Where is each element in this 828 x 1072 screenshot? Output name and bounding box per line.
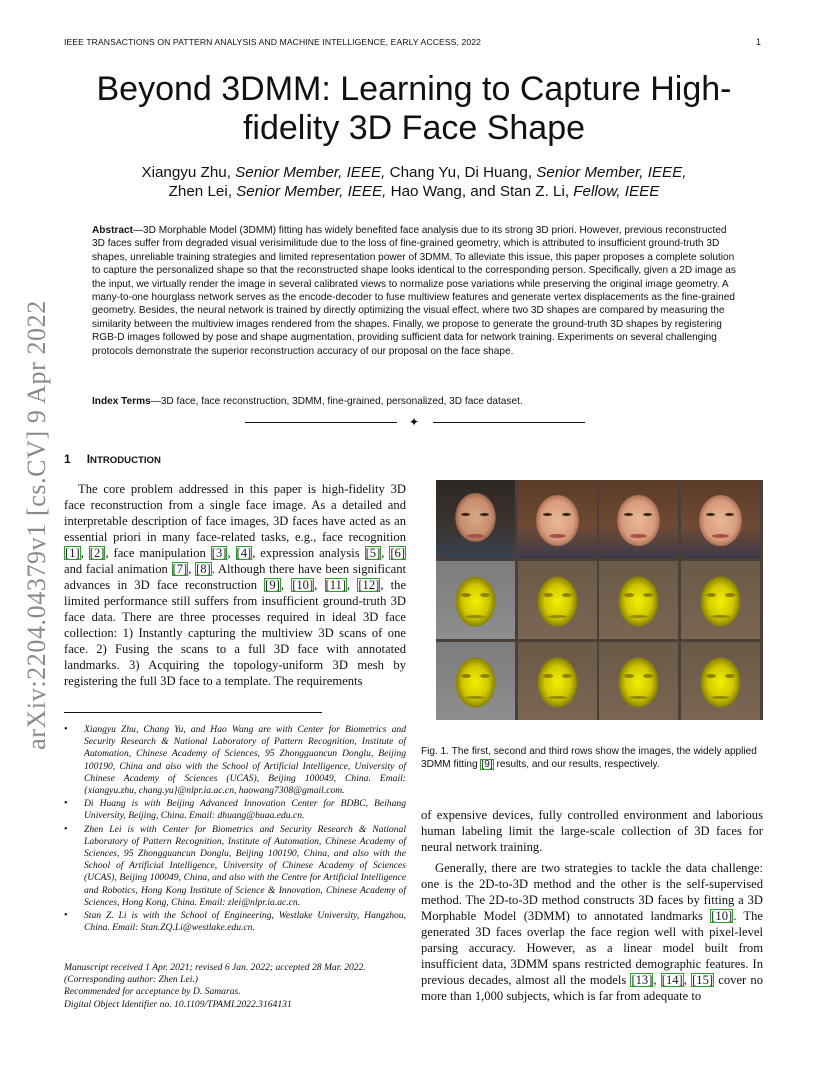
citation-link[interactable]: [9] xyxy=(481,758,493,770)
face-eye xyxy=(643,513,652,516)
page-number: 1 xyxy=(756,37,762,47)
face-eye xyxy=(643,674,653,678)
right-paragraph-2 xyxy=(421,860,763,1004)
author-name: Chang Yu, Di Huang, xyxy=(385,164,537,181)
section-number: 1 xyxy=(64,452,71,466)
face-mouth xyxy=(549,534,566,538)
section-divider xyxy=(245,415,585,429)
text-run: , xyxy=(683,973,692,987)
citation-link[interactable]: [15] xyxy=(692,973,714,987)
face-eye xyxy=(543,593,553,597)
manuscript-info xyxy=(64,962,406,1011)
index-terms xyxy=(92,395,737,408)
face-eye xyxy=(725,513,734,516)
citation-link[interactable]: [4] xyxy=(236,546,252,560)
face-mouth xyxy=(466,615,485,618)
bullet-icon: • xyxy=(64,724,68,735)
face-eye xyxy=(480,593,490,597)
face-eye xyxy=(706,674,716,678)
citation-link[interactable]: [10] xyxy=(292,578,314,592)
face-eye xyxy=(706,513,715,516)
author-line-1 xyxy=(60,163,768,182)
text-run: . Although there have been significant advances in 3D face reconstruction xyxy=(64,562,407,592)
author-membership: Fellow, IEEE xyxy=(573,183,660,200)
intro-column-left xyxy=(64,481,406,689)
face-eye xyxy=(706,593,716,597)
author-membership: Senior Member, IEEE, xyxy=(536,164,687,181)
face-3dmm-mesh xyxy=(599,561,678,639)
face-eye xyxy=(562,593,572,597)
face-photo xyxy=(518,480,597,558)
face-3dmm-mesh xyxy=(436,561,515,639)
footnote-text: Zhen Lei is with Center for Biometrics and Security Research & National Laboratory of Pattern Recognition, Institute of Automation, Chinese Academy of Sciences, 95 Zhongguancun Donglu, Beijing 100190, China, and also with the School of Artificial Intelligence, University of Chinese Academy of Sciences (UCAS), Beijing 100049, China, and also with the Centre for Artificial Intelligence and Robotics, Hong Kong Institute of Science & Innovation, Chinese Academy of Sciences, Hong Kong, China. Email: zlei@nlpr.ia.ac.cn. xyxy=(84,823,406,908)
footnote-text: Stan Z. Li is with the School of Engineering, Westlake University, Hangzhou, China. Email: Stan.ZQ.Li@westlake.edu.cn. xyxy=(84,910,406,934)
face-eye xyxy=(643,593,653,597)
text-run: , expression analysis xyxy=(252,546,365,560)
text-run: , xyxy=(314,578,325,592)
text-run: The core problem addressed in this paper is high-fidelity 3D face reconstruction from a single face image. As a detailed and interpretable description of face images, 3D faces have acted as an essential priori in many face-related tasks, e.g., face recognition xyxy=(64,482,406,544)
abstract-text: —3D Morphable Model (3DMM) fitting has widely benefited face analysis due to its strong 3D priori. However, previous reconstructed 3D faces suffer from degraded visual verisimilitude due to the loss of fine-grained geometry, which is attributed to insufficient ground-truth 3D shapes, unreliable training strategies and limited representation power of 3DMM. To alleviate this issue, this paper proposes a complete solution to capture the personalized shape so that the reconstructed shape looks identical to the corresponding person. Specifically, given a 2D image as the input, we virtually render the image in several calibrated views to normalize pose variations while preserving the original image geometry. A many-to-one hourglass network serves as the encode-decoder to fuse multiview features and generate vertex displacements as the fine-grained geometry. Besides, the neural network is trained by directly optimizing the visual effect, where two 3D shapes are compared by measuring the similarity between the multiview images rendered from the shapes. Finally, we propose to generate the ground-truth 3D shapes by registering RGB-D images followed by pose and shape augmentation, providing sufficient data for network training. Experiments on several challenging protocols demonstrate the superior reconstruction accuracy of our proposal on the face shape. xyxy=(92,225,736,357)
section-title-rest: NTRODUCTION xyxy=(90,455,161,466)
text-run: . The generated 3D faces overlap the face region well with pixel-level parsing accuracy. However, as a linear model built from insufficient data, 3DMM spans restricted demographic features. In previous decades, almost all the models xyxy=(421,909,763,987)
abstract-label: Abstract xyxy=(92,225,133,236)
arxiv-side-stamp xyxy=(22,290,52,760)
citation-link[interactable]: [11] xyxy=(325,578,347,592)
text-run: and facial animation xyxy=(64,562,172,576)
citation-link[interactable]: [9] xyxy=(265,578,280,592)
author-list xyxy=(60,163,768,201)
face-eye xyxy=(725,674,735,678)
citation-link[interactable]: [6] xyxy=(390,546,406,560)
author-membership: Senior Member, IEEE, xyxy=(236,183,387,200)
citation-link[interactable]: [14] xyxy=(661,973,683,987)
text-run: , xyxy=(188,562,196,576)
face-eye xyxy=(480,513,489,516)
manuscript-line: (Corresponding author: Zhen Lei.) xyxy=(64,974,198,986)
figure-caption xyxy=(421,746,763,771)
text-run: , xyxy=(381,546,390,560)
figure-1-face-grid xyxy=(436,480,763,720)
text-run: , xyxy=(80,546,89,560)
bullet-icon: • xyxy=(64,823,68,835)
face-eye xyxy=(543,513,552,516)
face-eye xyxy=(562,674,572,678)
manuscript-line: Manuscript received 1 Apr. 2021; revised 6 Jan. 2022; accepted 28 Mar. 2022. xyxy=(64,962,366,973)
face-eye xyxy=(624,674,634,678)
citation-link[interactable]: [3] xyxy=(211,546,227,560)
manuscript-line: Recommended for acceptance by D. Samaras. xyxy=(64,986,241,998)
text-run: , the limited performance still suffers from insufficient ground-truth 3D face data. There are three processes required in ideal 3D face collection: 1) Instantly capturing the multiview 3D scans of one face. 2) Fusing the scans to a full 3D face with annotated landmarks. 3) Acquiring the topology-uniform 3D mesh by registering the full 3D face to a template. The requirements xyxy=(64,578,407,688)
text-run: results, and our results, respectively. xyxy=(493,758,660,770)
face-our-mesh xyxy=(681,642,760,720)
author-line-2 xyxy=(60,182,768,201)
paper-title: Beyond 3DMM: Learning to Capture High-fidelity 3D Face Shape xyxy=(96,70,732,147)
text-run: Generally, there are two strategies to tackle the data challenge: one is the 2D-to-3D method and the other is the self-supervised method. The 2D-to-3D method constructs 3D faces by fitting a 3D Morphable Model (3DMM) to annotated landmarks xyxy=(421,861,763,923)
author-name: Zhen Lei, xyxy=(168,183,237,200)
citation-link[interactable]: [7] xyxy=(172,562,188,576)
face-photo xyxy=(599,480,678,558)
citation-link[interactable]: [12] xyxy=(358,578,380,592)
intro-paragraph xyxy=(64,481,406,689)
citation-link[interactable]: [5] xyxy=(365,546,381,560)
footnote-item xyxy=(64,724,406,797)
text-run: of expensive devices, fully controlled environment and laborious human labeling limit the large-scale collection of 3D faces for neural network training. xyxy=(421,808,763,854)
bullet-icon: • xyxy=(64,798,68,810)
face-mouth xyxy=(711,615,730,618)
footnote-text: Xiangyu Zhu, Chang Yu, and Hao Wang are with Center for Biometrics and Security Research & National Laboratory of Pattern Recognition, Institute of Automation, Chinese Academy of Sciences, 95 Zhongguancun Donglu, Beijing 100190, China and also with the School of Artificial Intelligence, University of Chinese Academy of Sciences (UCAS), Beijing 100049, China. Email: {xiangyu.zhu, chang.yu}@nlpr.ia.ac.cn, haowang7308@gmail.com. xyxy=(84,724,406,797)
text-run: , xyxy=(347,578,358,592)
face-3dmm-mesh xyxy=(518,561,597,639)
face-mouth xyxy=(467,534,484,538)
face-mouth xyxy=(548,615,567,618)
face-eye xyxy=(480,674,490,678)
face-our-mesh xyxy=(436,642,515,720)
text-run: , xyxy=(227,546,236,560)
face-eye xyxy=(725,593,735,597)
running-head: IEEE TRANSACTIONS ON PATTERN ANALYSIS AND MACHINE INTELLIGENCE, EARLY ACCESS, 2022 xyxy=(64,37,481,47)
manuscript-line: Digital Object Identifier no. 10.1109/TPAMI.2022.3164131 xyxy=(64,998,292,1010)
citation-link[interactable]: [13] xyxy=(631,973,653,987)
face-photo xyxy=(436,480,515,558)
bullet-icon: • xyxy=(64,910,68,922)
section-title-initial: I xyxy=(86,452,91,466)
footnote-rule xyxy=(64,712,322,713)
face-our-mesh xyxy=(518,642,597,720)
face-mouth xyxy=(466,696,485,699)
face-3dmm-mesh xyxy=(681,561,760,639)
face-eye xyxy=(461,593,471,597)
citation-link[interactable]: [1] xyxy=(65,546,80,560)
face-eye xyxy=(461,674,471,678)
arxiv-stamp-text: arXiv:2204.04379v1 [cs.CV] 9 Apr 2022 xyxy=(22,300,51,750)
face-eye xyxy=(624,593,634,597)
abstract xyxy=(92,224,737,358)
face-mouth xyxy=(629,696,648,699)
text-run: , xyxy=(653,973,661,987)
footnote-item xyxy=(64,910,406,934)
citation-link[interactable]: [10] xyxy=(711,909,733,923)
text-run: Fig. 1. The first, second and third rows show the images, the widely applied 3DMM fitting xyxy=(421,746,757,770)
author-name: Xiangyu Zhu, xyxy=(141,164,236,181)
author-name: Hao Wang, and Stan Z. Li, xyxy=(386,183,574,200)
divider-diamond-icon: ✦ xyxy=(409,415,420,429)
face-eye xyxy=(562,513,571,516)
face-mouth xyxy=(630,534,647,538)
right-paragraph-1 xyxy=(421,807,763,855)
face-mouth xyxy=(548,696,567,699)
index-terms-label: Index Terms xyxy=(92,396,151,407)
footnote-item xyxy=(64,824,406,909)
face-eye xyxy=(543,674,553,678)
footnote-text: Di Huang is with Beijing Advanced Innovation Center for BDBC, Beihang University, Beijing, China. Email: dhuang@buaa.edu.cn. xyxy=(84,798,406,822)
footnote-item xyxy=(64,798,406,822)
divider-rule-left xyxy=(245,422,397,423)
text-run: , xyxy=(280,578,292,592)
index-terms-text: —3D face, face reconstruction, 3DMM, fine-grained, personalized, 3D face dataset. xyxy=(150,396,523,407)
section-heading xyxy=(64,452,161,466)
face-mouth xyxy=(712,534,729,538)
citation-link[interactable]: [2] xyxy=(89,546,105,560)
face-mouth xyxy=(629,615,648,618)
face-our-mesh xyxy=(599,642,678,720)
face-eye xyxy=(624,513,633,516)
face-eye xyxy=(461,513,470,516)
intro-column-right xyxy=(421,807,763,1004)
divider-rule-right xyxy=(433,422,585,423)
face-photo xyxy=(681,480,760,558)
text-run: , face manipulation xyxy=(105,546,211,560)
text-run: cover no more than 1,000 subjects, which is far from adequate to xyxy=(421,973,764,1003)
citation-link[interactable]: [8] xyxy=(196,562,211,576)
affiliation-footnotes xyxy=(64,724,406,935)
face-mouth xyxy=(711,696,730,699)
author-membership: Senior Member, IEEE, xyxy=(235,164,386,181)
